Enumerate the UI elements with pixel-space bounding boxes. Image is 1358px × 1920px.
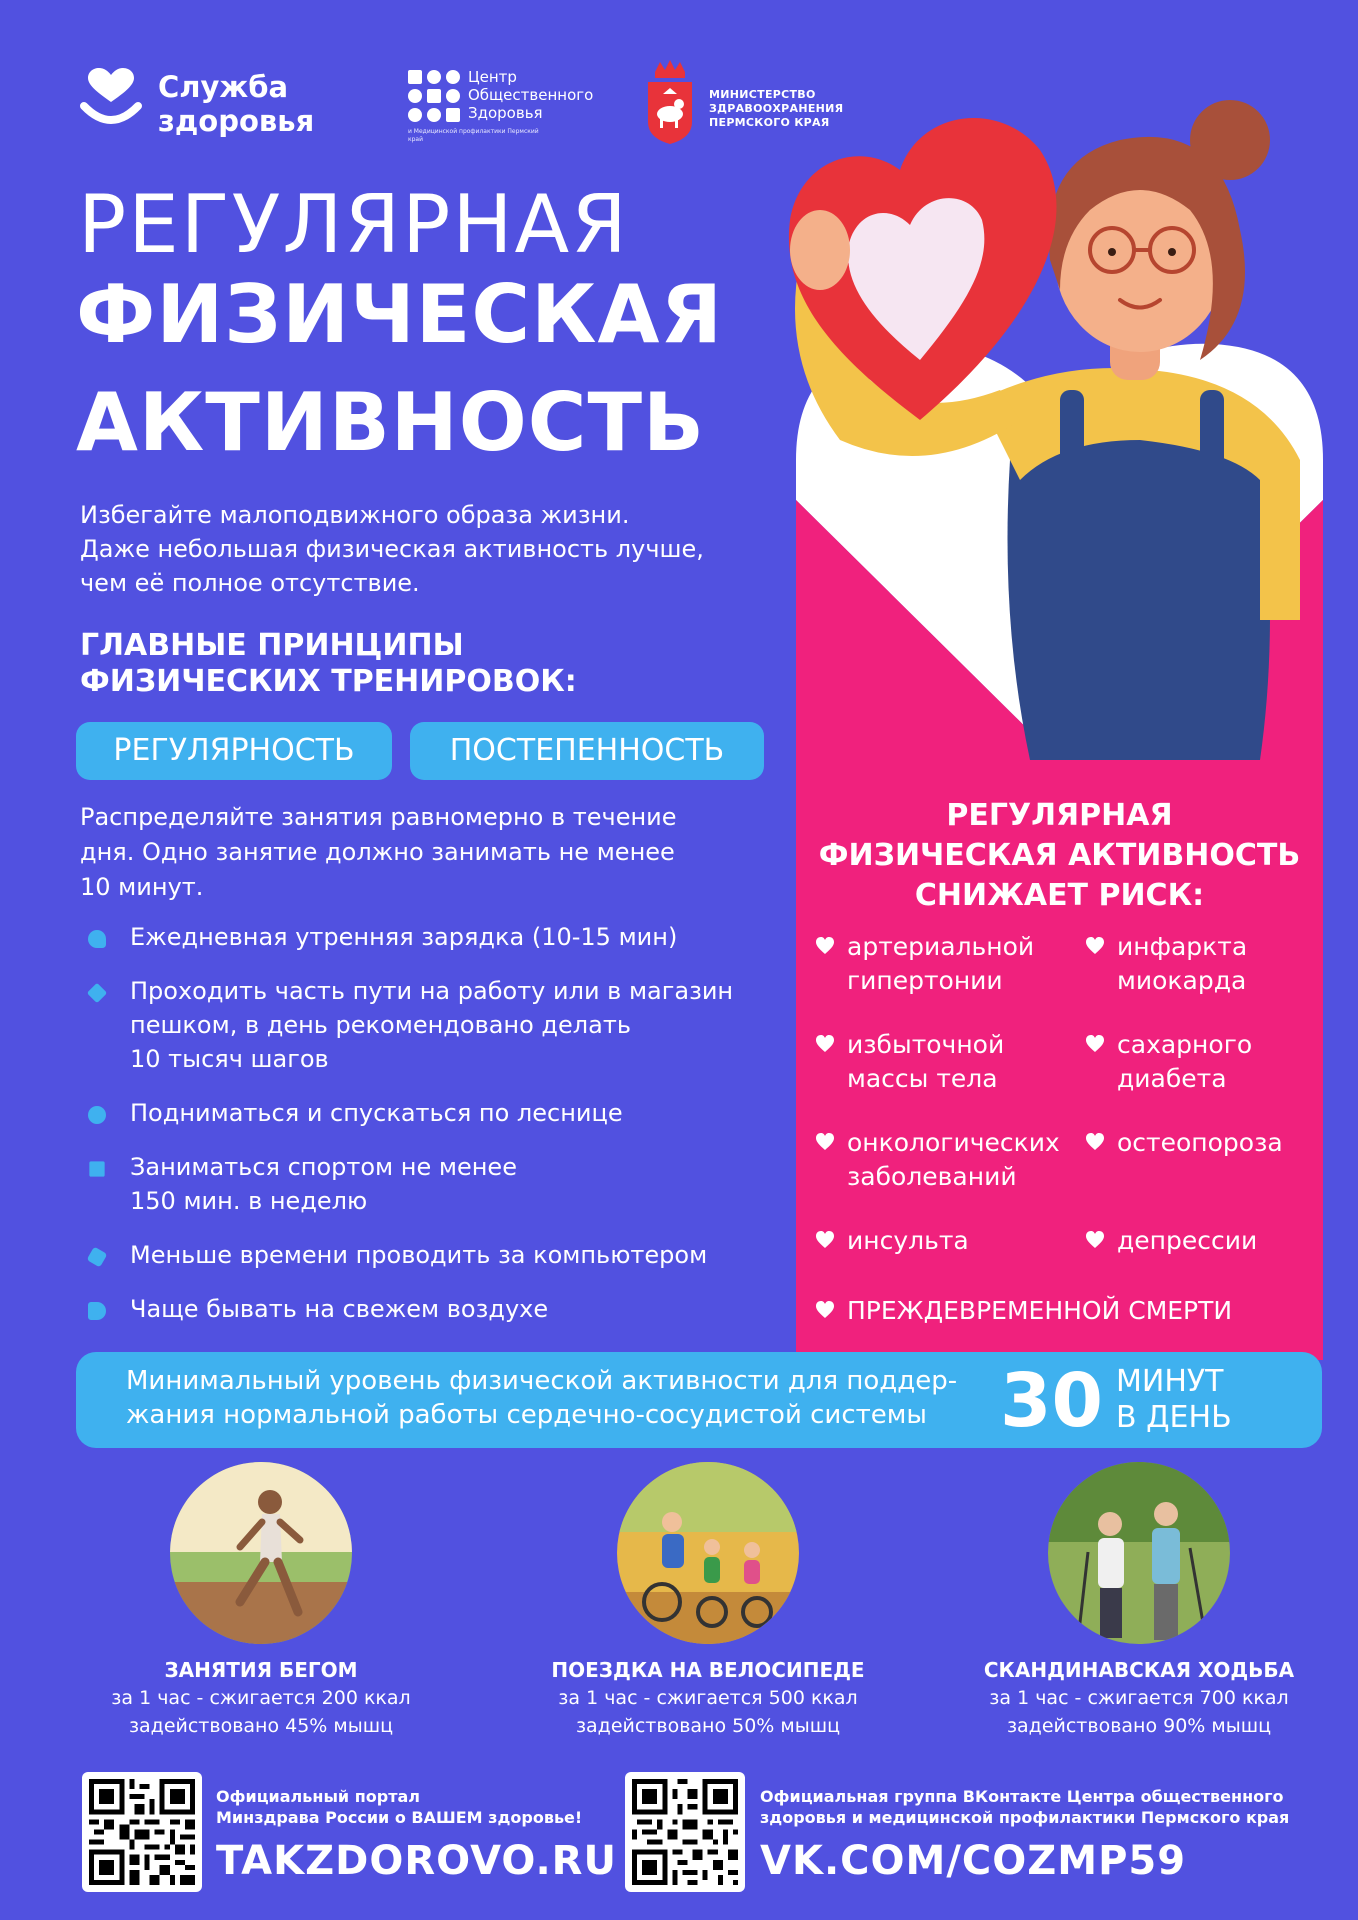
logo1-line1: Служба (158, 70, 289, 104)
list-item (86, 1150, 786, 1218)
risk-item (815, 1224, 1075, 1258)
circle-bullet-icon (88, 1106, 106, 1124)
list-item (86, 1096, 786, 1130)
risk-heading-line-3: СНИЖАЕТ РИСК: (914, 878, 1205, 913)
distribute-text (80, 800, 760, 905)
activity-name: ЗАНЯТИЯ БЕГОМ (164, 1658, 358, 1682)
risk-item (1085, 1224, 1345, 1258)
risk-item (1085, 1028, 1345, 1096)
risk-heading (796, 796, 1323, 916)
activity-cycling (488, 1656, 928, 1740)
principles-heading-line-2: ФИЗИЧЕСКИХ ТРЕНИРОВОК: (80, 664, 577, 699)
heart-bullet-icon (815, 936, 835, 956)
footer-right-caption (760, 1786, 1320, 1828)
heart-bullet-icon (815, 1300, 835, 1320)
risk-item (815, 1126, 1075, 1194)
risk-heading-line-2: ФИЗИЧЕСКАЯ АКТИВНОСТЬ (818, 838, 1301, 873)
recommendations-list (86, 920, 786, 1346)
hexagon-bullet-icon (87, 1247, 108, 1268)
activity-running (41, 1656, 481, 1740)
activity-line: задействовано 50% мышц (575, 1715, 841, 1737)
heart-bullet-icon (815, 1132, 835, 1152)
title-line-3: АКТИВНОСТЬ (76, 376, 706, 469)
risk-item-line: остеопороза (1117, 1128, 1283, 1157)
list-item-line: Ежедневная утренняя зарядка (10-15 мин) (130, 923, 678, 951)
footer-left-caption-line-2: Минздрава России о ВАШЕМ здоровье! (216, 1808, 583, 1827)
logo3-line1: МИНИСТЕРСТВО (709, 88, 816, 101)
risk-heading-line-1: РЕГУЛЯРНАЯ (946, 798, 1173, 833)
list-item-line: Подниматься и спускаться по леснице (130, 1099, 623, 1127)
list-item (86, 920, 786, 954)
running-photo (170, 1462, 352, 1644)
activity-name: СКАНДИНАВСКАЯ ХОДЬБА (983, 1658, 1295, 1682)
activity-line: задействовано 45% мышц (128, 1715, 394, 1737)
logo3-line3: ПЕРМСКОГО КРАЯ (709, 116, 830, 129)
heart-smile-icon (80, 68, 142, 130)
risk-item-line: миокарда (1117, 966, 1247, 995)
banner-line-2: жания нормальной работы сердечно-сосудистой системы (126, 1400, 927, 1430)
diamond-bullet-icon (87, 983, 107, 1003)
logo2-line2: Общественного (468, 86, 594, 104)
banner-unit-line-1: МИНУТ (1116, 1364, 1224, 1399)
risk-item-line: массы тела (847, 1064, 998, 1093)
girl-holding-heart-illustration (760, 60, 1340, 760)
principles-heading-line-1: ГЛАВНЫЕ ПРИНЦИПЫ (80, 628, 464, 663)
heart-bullet-icon (1085, 936, 1105, 956)
activity-nordic-walking (919, 1656, 1358, 1740)
coat-of-arms-icon (645, 60, 695, 144)
risk-item-line: гипертонии (847, 966, 1003, 995)
distribute-line-2: дня. Одно занятие должно занимать не менее (80, 838, 675, 866)
logo2-line3: Здоровья (468, 104, 543, 122)
activity-line: задействовано 90% мышц (1006, 1715, 1272, 1737)
logo1-line2: здоровья (158, 104, 315, 138)
list-item-line: пешком, в день рекомендовано делать (130, 1011, 631, 1039)
logo-sluzhba-zdorovya (80, 68, 340, 138)
activity-name: ПОЕЗДКА НА ВЕЛОСИПЕДЕ (551, 1658, 865, 1682)
intro-line-2: Даже небольшая физическая активность лучше, (80, 535, 704, 563)
risk-item-line: артериальной (847, 932, 1035, 961)
nordic-walking-photo (1048, 1462, 1230, 1644)
heart-bullet-icon (815, 1230, 835, 1250)
banner-unit-line-2: В ДЕНЬ (1116, 1400, 1232, 1435)
list-item-line: Чаще бывать на свежем воздухе (130, 1295, 549, 1323)
footer-right-link[interactable]: VK.COM/COZMP59 (760, 1838, 1187, 1884)
list-item-line: Меньше времени проводить за компьютером (130, 1241, 708, 1269)
list-item-line: Заниматься спортом не менее (130, 1153, 517, 1181)
activity-line: за 1 час - сжигается 500 ккал (558, 1687, 858, 1709)
logo2-line1: Центр (468, 68, 517, 86)
logo2-small-text: и Медицинской профилактики Пермский край (408, 128, 539, 143)
list-item (86, 1238, 786, 1272)
qr-code-vk[interactable] (625, 1772, 745, 1892)
intro-line-3: чем её полное отсутствие. (80, 569, 420, 597)
heart-bullet-icon (1085, 1230, 1105, 1250)
risk-item-line: инфаркта (1117, 932, 1248, 961)
heart-bullet-icon (815, 1034, 835, 1054)
list-item (86, 1292, 786, 1326)
banner-number: 30 (1000, 1358, 1103, 1444)
risk-item (1085, 1126, 1345, 1160)
risk-item-line: депрессии (1117, 1226, 1258, 1255)
minimum-activity-banner (76, 1352, 1322, 1448)
risk-item-line: сахарного (1117, 1030, 1253, 1059)
footer-left-link[interactable]: TAKZDOROVO.RU (216, 1838, 617, 1884)
principles-heading (80, 628, 680, 700)
footer-right-caption-line-1: Официальная группа ВКонтакте Центра общественного (760, 1787, 1284, 1806)
risk-item-line: онкологических (847, 1128, 1060, 1157)
activity-line: за 1 час - сжигается 700 ккал (989, 1687, 1289, 1709)
heart-bullet-icon (1085, 1132, 1105, 1152)
heart-bullet-icon (1085, 1034, 1105, 1054)
banner-line-1: Минимальный уровень физической активности для поддер- (126, 1366, 958, 1396)
footer-right-caption-line-2: здоровья и медицинской профилактики Пермского края (760, 1808, 1290, 1827)
dots-grid-icon (408, 70, 460, 122)
title-line-2: ФИЗИЧЕСКАЯ (76, 268, 723, 361)
list-item-line: Проходить часть пути на работу или в магазин (130, 977, 734, 1005)
intro-line-1: Избегайте малоподвижного образа жизни. (80, 501, 630, 529)
logo-center-public-health (408, 70, 608, 150)
title-line-1: РЕГУЛЯРНАЯ (78, 178, 629, 271)
list-item-line: 10 тысяч шагов (130, 1045, 329, 1073)
qr-code-takzdorovo[interactable] (82, 1772, 202, 1892)
risk-item-line: заболеваний (847, 1162, 1017, 1191)
risk-item (1085, 930, 1345, 998)
risk-item (815, 1028, 1075, 1096)
shield-bullet-icon (88, 1302, 106, 1320)
risk-item (815, 1294, 1295, 1328)
risk-item-line: избыточной (847, 1030, 1005, 1059)
intro-text (80, 498, 760, 600)
pill-regularity: РЕГУЛЯРНОСТЬ (76, 722, 392, 780)
risk-item (815, 930, 1075, 998)
cloud-bullet-icon (88, 930, 106, 948)
pill-gradualness: ПОСТЕПЕННОСТЬ (410, 722, 764, 780)
cycling-photo (617, 1462, 799, 1644)
list-item (86, 974, 786, 1076)
risk-item-line: инсульта (847, 1226, 969, 1255)
square-bullet-icon (89, 1161, 104, 1176)
risk-item-line: диабета (1117, 1064, 1227, 1093)
risk-item-line: ПРЕЖДЕВРЕМЕННОЙ СМЕРТИ (847, 1296, 1233, 1325)
distribute-line-1: Распределяйте занятия равномерно в течение (80, 803, 677, 831)
logo3-line2: ЗДРАВООХРАНЕНИЯ (709, 102, 844, 115)
distribute-line-3: 10 минут. (80, 873, 204, 901)
activity-line: за 1 час - сжигается 200 ккал (111, 1687, 411, 1709)
list-item-line: 150 мин. в неделю (130, 1187, 368, 1215)
footer-left-caption (216, 1786, 616, 1828)
footer-left-caption-line-1: Официальный портал (216, 1787, 420, 1806)
